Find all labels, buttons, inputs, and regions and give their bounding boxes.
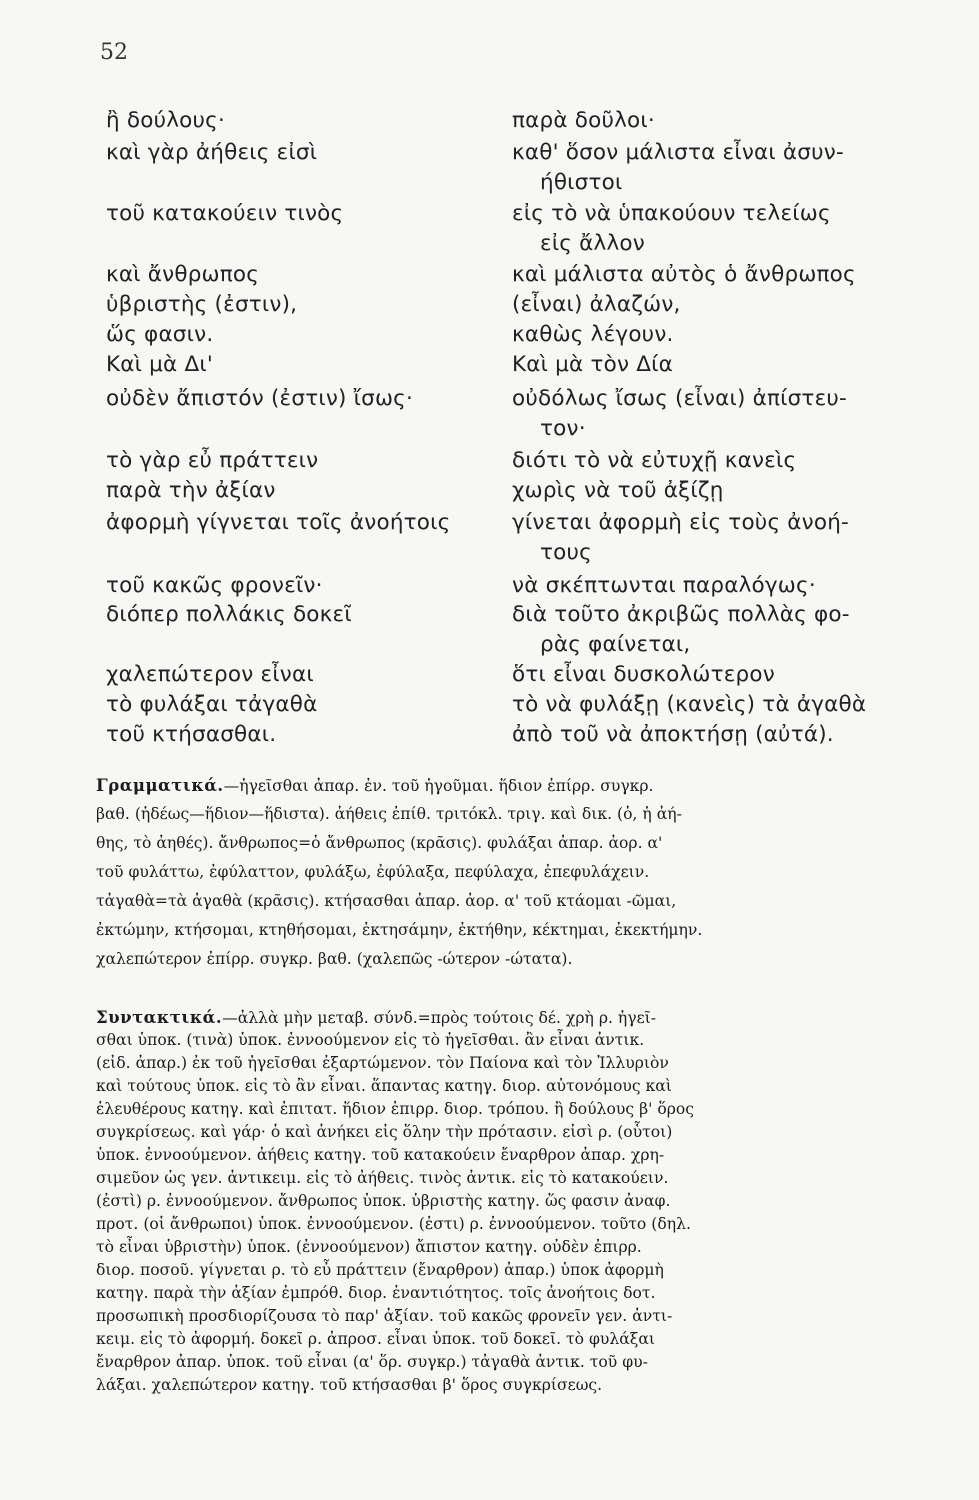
note-line: (εἰδ. ἀπαρ.) ἐκ τοῦ ἡγεῖσθαι ἐξαρτώμενον. τὸν Παίονα καὶ τὸν Ἰλλυριὸν	[96, 1054, 669, 1072]
original-line: ὑβριστὴς (ἐστιν),	[106, 292, 298, 317]
note-line: διορ. ποσοῦ. γίγνεται ρ. τὸ εὖ πράττειν (ἔναρθρον) ἀπαρ.) ὑποκ ἀφορμὴ	[96, 1261, 664, 1279]
translation-line: τὸ νὰ φυλάξῃ (κανεὶς) τὰ ἀγαθὰ	[512, 692, 867, 717]
translation-line: εἰς ἄλλον	[540, 231, 645, 256]
translation-line: οὐδόλως ἴσως (εἶναι) ἀπίστευ-	[512, 386, 847, 411]
translation-line: τον·	[540, 416, 586, 441]
original-line: ἢ δούλους·	[106, 108, 225, 133]
translation-line: εἰς τὸ νὰ ὑπακούουν τελείως	[512, 201, 831, 226]
translation-line: καθὼς λέγουν.	[512, 322, 674, 347]
note-line: καὶ τούτους ὑποκ. εἰς τὸ ἂν εἶναι. ἅπαντας κατηγ. διορ. αὐτονόμους καὶ	[96, 1077, 672, 1095]
note-line: τὸ εἶναι ὑβριστὴν) ὑποκ. (ἐννοούμενον) ἄπιστον κατηγ. οὐδὲν ἐπιρρ.	[96, 1238, 642, 1256]
original-line: τοῦ κτήσασθαι.	[106, 722, 277, 747]
grammar-heading: Γραμματικά.	[96, 776, 224, 795]
note-line: —ἀλλὰ μὴν μεταβ. σύνδ.=πρὸς τούτοις δέ. χρὴ ρ. ἡγεῖ-	[222, 1009, 657, 1027]
translation-line: ρὰς φαίνεται,	[540, 632, 691, 657]
original-line: καὶ ἄνθρωπος	[106, 262, 260, 287]
translation-line: παρὰ δοῦλοι·	[512, 108, 655, 133]
original-line: ἀφορμὴ γίγνεται τοῖς ἀνοήτοις	[106, 510, 451, 535]
note-line: σθαι ὑποκ. (τινὰ) ὑποκ. ἐννοούμενον εἰς τὸ ἡγεῖσθαι. ἂν εἶναι ἀντικ.	[96, 1031, 645, 1049]
translation-line: διὰ τοῦτο ἀκριβῶς πολλὰς φο-	[512, 602, 850, 627]
grammar-notes	[96, 778, 938, 978]
translation-line: Καὶ μὰ τὸν Δία	[512, 352, 673, 377]
note-line: —ἡγεῖσθαι ἀπαρ. ἐν. τοῦ ἡγοῦμαι. ἥδιον ἐπίρρ. συγκρ.	[223, 777, 654, 795]
note-line: (ἐστὶ) ρ. ἐννοούμενον. ἄνθρωπος ὑποκ. ὑβριστὴς κατηγ. ὥς φασιν ἀναφ.	[96, 1192, 671, 1210]
original-line: τὸ γὰρ εὖ πράττειν	[106, 448, 319, 473]
original-line: τοῦ κακῶς φρονεῖν·	[106, 573, 323, 598]
note-line: σιμεῦον ὡς γεν. ἀντικειμ. εἰς τὸ ἀήθεις. τινὸς ἀντικ. εἰς τὸ κατακούειν.	[96, 1169, 669, 1187]
translation-line: νὰ σκέπτωνται παραλόγως·	[512, 573, 816, 598]
translation-line: διότι τὸ νὰ εὐτυχῇ κανεὶς	[512, 448, 797, 473]
translation-line: ήθιστοι	[540, 170, 623, 195]
translation-line: καθ' ὅσον μάλιστα εἶναι ἀσυν-	[512, 140, 844, 165]
note-line: ὑποκ. ἐννοούμενον. ἀήθεις κατηγ. τοῦ κατακούειν ἔναρθρον ἀπαρ. χρη-	[96, 1146, 665, 1164]
page-number: 52	[100, 40, 128, 65]
syntax-notes	[96, 1010, 938, 1410]
note-line: τἀγαθὰ=τὰ ἀγαθὰ (κρᾶσις). κτήσασθαι ἀπαρ. ἀορ. α' τοῦ κτάομαι -ῶμαι,	[96, 892, 677, 910]
original-line: διόπερ πολλάκις δοκεῖ	[106, 602, 352, 627]
original-line: καὶ γὰρ ἀήθεις εἰσὶ	[106, 140, 318, 165]
original-line: Καὶ μὰ Δι'	[106, 352, 213, 377]
syntax-heading: Συντακτικά.	[96, 1008, 223, 1027]
translation-line: καὶ μάλιστα αὐτὸς ὁ ἄνθρωπος	[512, 262, 856, 287]
original-line: ὥς φασιν.	[106, 322, 214, 347]
note-line: ἐλευθέρους κατηγ. καὶ ἐπιτατ. ἥδιον ἐπιρρ. διορ. τρόπου. ἢ δούλους β' ὅρος	[96, 1100, 695, 1118]
note-line: συγκρίσεως. καὶ γάρ· ὁ καὶ ἀνήκει εἰς ὅλην τὴν πρότασιν. εἰσὶ ρ. (οὗτοι)	[96, 1123, 673, 1141]
translation-line: ὅτι εἶναι δυσκολώτερον	[512, 662, 775, 687]
note-line: κειμ. εἰς τὸ ἀφορμή. δοκεῖ ρ. ἀπροσ. εἶναι ὑποκ. τοῦ δοκεῖ. τὸ φυλάξαι	[96, 1330, 656, 1348]
translation-line: χωρὶς νὰ τοῦ ἀξίζῃ	[512, 478, 724, 503]
translation-line: (εἶναι) ἀλαζών,	[512, 292, 681, 317]
note-line: λάξαι. χαλεπώτερον κατηγ. τοῦ κτήσασθαι β' ὅρος συγκρίσεως.	[96, 1376, 603, 1394]
note-line: βαθ. (ἡδέως—ἥδιον—ἥδιστα). ἀήθεις ἐπίθ. τριτόκλ. τριγ. καὶ δικ. (ὁ, ἡ ἀή-	[96, 805, 682, 823]
note-line: προτ. (οἱ ἄνθρωποι) ὑποκ. ἐννοούμενον. (ἐστι) ρ. ἐννοούμενον. τοῦτο (δηλ.	[96, 1215, 691, 1233]
translation-line: γίνεται ἀφορμὴ εἰς τοὺς ἀνοή-	[512, 510, 850, 535]
note-line: ἔναρθρον ἀπαρ. ὑποκ. τοῦ εἶναι (α' ὅρ. συγκρ.) τἀγαθὰ ἀντικ. τοῦ φυ-	[96, 1353, 648, 1371]
translation-line: ἀπὸ τοῦ νὰ ἀποκτήσῃ (αὐτά).	[512, 722, 834, 747]
original-line: τοῦ κατακούειν τινὸς	[106, 201, 344, 226]
note-line: προσωπικὴ προσδιορίζουσα τὸ παρ' ἀξίαν. τοῦ κακῶς φρονεῖν γεν. ἀντι-	[96, 1307, 673, 1325]
note-line: θης, τὸ ἀηθές). ἄνθρωπος=ὁ ἄνθρωπος (κρᾶσις). φυλάξαι ἀπαρ. ἀορ. α'	[96, 834, 663, 852]
translation-line: τους	[540, 540, 592, 565]
original-line: τὸ φυλάξαι τἀγαθὰ	[106, 692, 318, 717]
original-line: χαλεπώτερον εἶναι	[106, 662, 314, 687]
note-line: ἐκτώμην, κτήσομαι, κτηθήσομαι, ἐκτησάμην, ἐκτήθην, κέκτημαι, ἐκεκτήμην.	[96, 921, 703, 939]
original-line: παρὰ τὴν ἀξίαν	[106, 478, 276, 503]
original-line: οὐδὲν ἄπιστόν (ἐστιν) ἴσως·	[106, 386, 414, 411]
note-line: κατηγ. παρὰ τὴν ἀξίαν ἐμπρόθ. διορ. ἐναντιότητος. τοῖς ἀνοήτοις δοτ.	[96, 1284, 656, 1302]
note-line: χαλεπώτερον ἐπίρρ. συγκρ. βαθ. (χαλεπῶς -ώτερον -ώτατα).	[96, 950, 573, 968]
note-line: τοῦ φυλάττω, ἐφύλαττον, φυλάξω, ἐφύλαξα, πεφύλαχα, ἐπεφυλάχειν.	[96, 863, 650, 881]
